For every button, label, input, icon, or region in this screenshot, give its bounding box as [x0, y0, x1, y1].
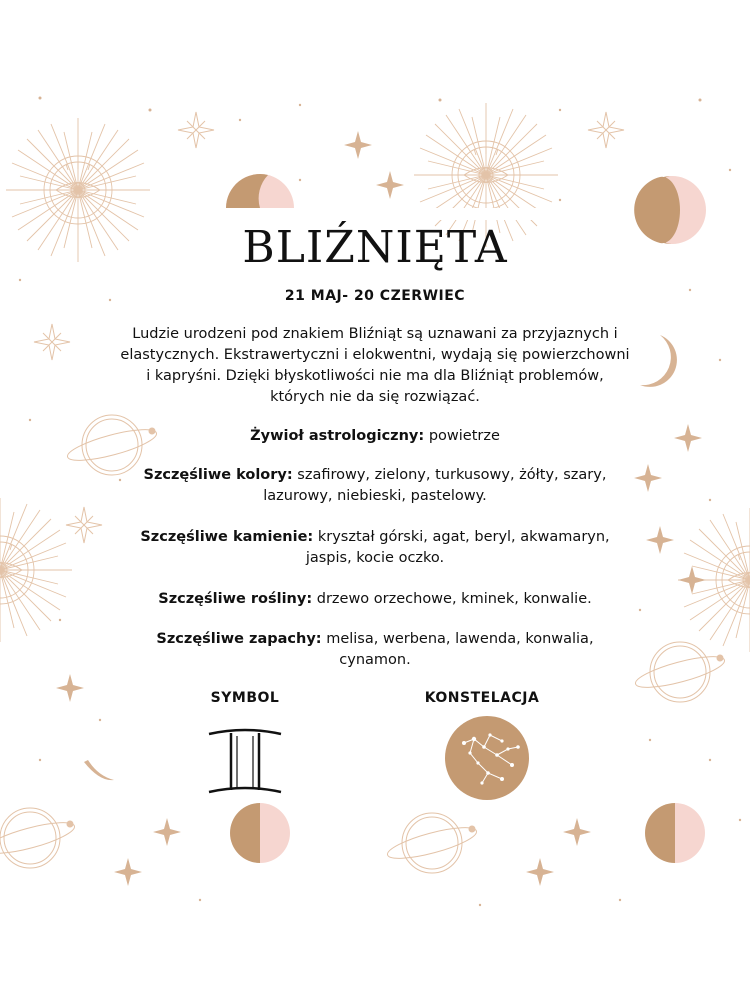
fact-stones: Szczęśliwe kamienie: kryształ górski, agat, beryl, akwamaryn, jaspis, kocie oczko.	[140, 529, 610, 566]
fact-colors: Szczęśliwe kolory: szafirowy, zielony, turkusowy, żółty, szary, lazurowy, niebieski, pastelowy.	[143, 467, 607, 504]
fact-value: kryształ górski, agat, beryl, akwamaryn, jaspis, kocie oczko.	[305, 529, 610, 566]
constellation-label: KONSTELACJA	[424, 690, 540, 706]
gemini-symbol-icon	[205, 728, 285, 798]
fact-value: drzewo orzechowe, kminek, konwalie.	[316, 591, 592, 607]
fact-scents: Szczęśliwe zapachy: melisa, werbena, lawenda, konwalia, cynamon.	[156, 631, 594, 668]
sign-description: Ludzie urodzeni pod znakiem Bliźniąt są uznawani za przyjaznych i elastycznych. Ekstrawertyczni i elokwentni, wydają się powierzchowni i kapryśni. Dzięki błyskotliwości nie ma dla Bliźniąt problemów, których nie da się rozwiązać.	[120, 326, 630, 405]
gemini-constellation-icon	[442, 713, 532, 803]
symbol-label: SYMBOL	[210, 690, 280, 706]
fact-label: Szczęśliwe rośliny	[158, 591, 307, 607]
page-title: BLIŹNIĘTA	[242, 222, 508, 273]
fact-plants: Szczęśliwe rośliny: drzewo orzechowe, kminek, konwalie.	[158, 591, 592, 607]
fact-label: Szczęśliwe kolory	[143, 467, 287, 483]
fact-value: szafirowy, zielony, turkusowy, żółty, szary, lazurowy, niebieski, pastelowy.	[263, 467, 607, 504]
fact-label: Szczęśliwe kamienie	[140, 529, 308, 545]
fact-label: Szczęśliwe zapachy	[156, 631, 316, 647]
fact-element: Żywioł astrologiczny: powietrze	[250, 428, 500, 444]
fact-value: melisa, werbena, lawenda, konwalia, cynamon.	[326, 631, 594, 668]
fact-label: Żywioł astrologiczny	[250, 428, 419, 444]
date-range: 21 MAJ- 20 CZERWIEC	[284, 288, 466, 304]
fact-value: powietrze	[428, 428, 500, 444]
